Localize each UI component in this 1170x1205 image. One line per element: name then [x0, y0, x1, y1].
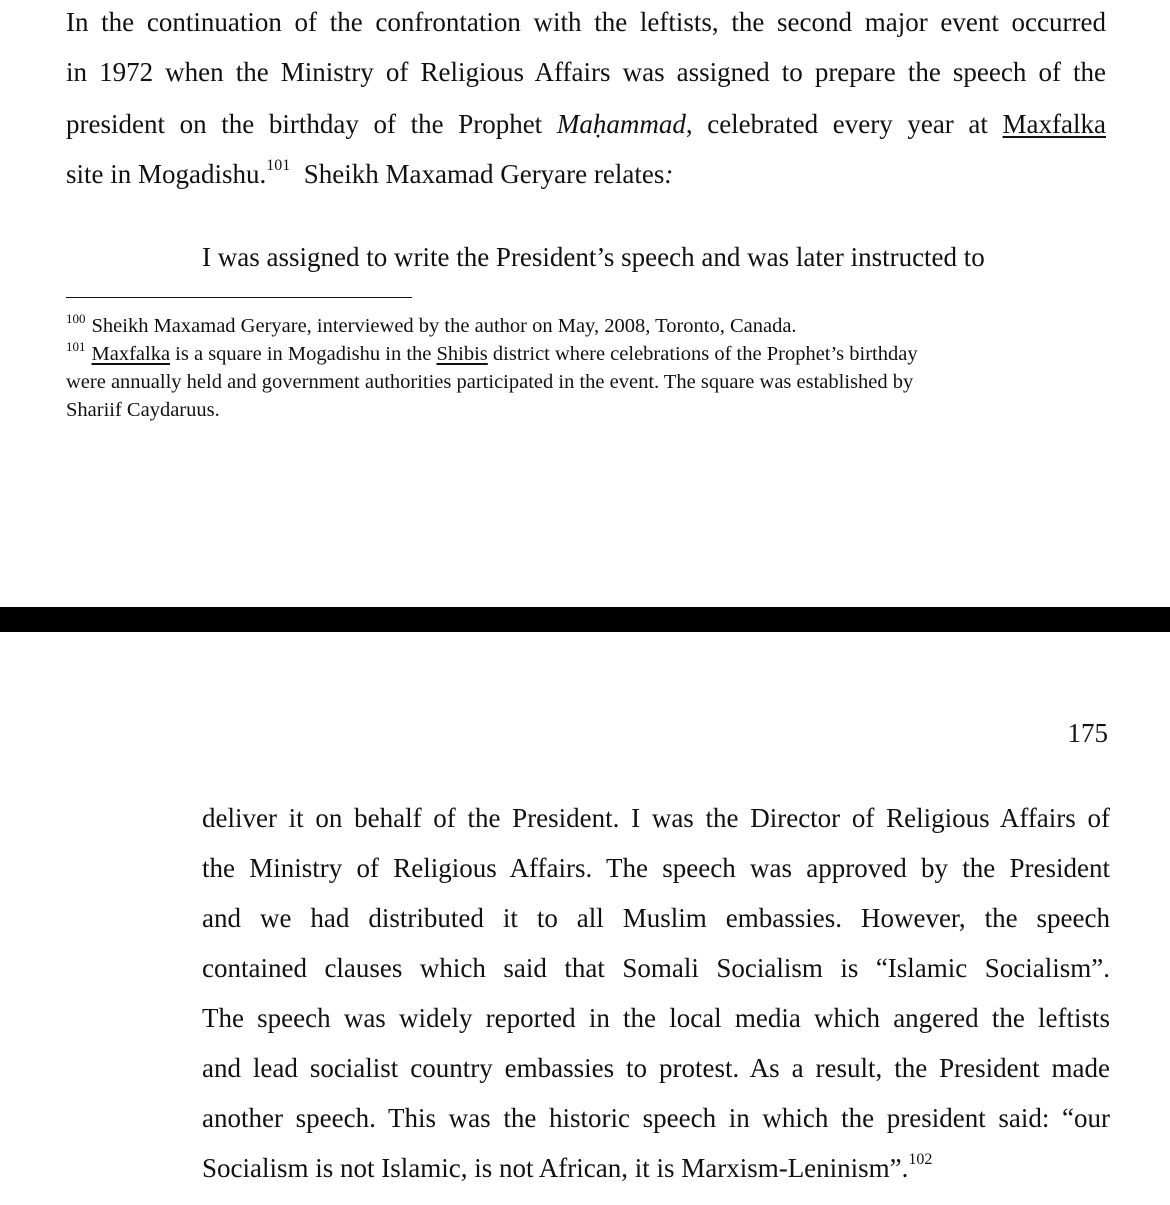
prophet-name-italic: Maḥammad — [556, 109, 686, 139]
maxfalka-link: Maxfalka — [1002, 109, 1106, 139]
colon-italic: : — [664, 159, 674, 189]
footnote-term-maxfalka: Maxfalka — [91, 343, 171, 365]
footnote-101-line2: were annually held and government authorities participated in the event. The square was established by — [66, 371, 914, 393]
footnote-text: Sheikh Maxamad Geryare, interviewed by the author on May, 2008, Toronto, Canada. — [91, 315, 797, 337]
footnote-101-line3: Shariif Caydaruus. — [66, 399, 220, 421]
block-quote-line: the Ministry of Religious Affairs. The speech was approved by the President — [202, 853, 1110, 883]
paragraph-text: Sheikh Maxamad Geryare relates — [297, 159, 665, 189]
footnote-text: is a square in Mogadishu in the — [170, 343, 437, 365]
block-quote-line: contained clauses which said that Somali Socialism is “Islamic Socialism”. — [202, 953, 1110, 983]
paragraph-line — [66, 158, 673, 195]
paragraph-text: site in Mogadishu. — [66, 159, 267, 189]
block-quote-line: I was assigned to write the President’s speech and was later instructed to — [202, 242, 985, 272]
paragraph-text: president on the birthday of the Prophet — [66, 109, 557, 139]
paragraph-line — [66, 108, 1106, 140]
block-quote-line: another speech. This was the historic speech in which the president said: “our — [202, 1103, 1110, 1133]
footnote-ref-101[interactable]: 101 — [266, 157, 291, 174]
footnote-text: district where celebrations of the Prophet’s birthday — [487, 343, 918, 365]
quote-text: Socialism is not Islamic, is not African, it is Marxism-Leninism”. — [202, 1153, 909, 1183]
footnote-separator — [66, 297, 412, 298]
paragraph-text: , celebrated every year at — [685, 109, 1003, 139]
page-number: 175 — [1067, 718, 1108, 748]
paragraph-line: In the continuation of the confrontation with the leftists, the second major event occurred — [66, 7, 1106, 37]
block-quote-line: The speech was widely reported in the local media which angered the leftists — [202, 1003, 1110, 1033]
footnote-100 — [66, 312, 1066, 342]
footnote-number: 100 — [66, 311, 86, 326]
footnote-term-shibis: Shibis — [436, 343, 488, 365]
paragraph-line: in 1972 when the Ministry of Religious Affairs was assigned to prepare the speech of the — [66, 57, 1106, 87]
footnote-number: 101 — [66, 339, 86, 354]
footnote-101 — [66, 340, 1066, 370]
footnote-ref-102[interactable]: 102 — [908, 1151, 933, 1168]
block-quote-line — [202, 1152, 932, 1189]
page-break-bar — [0, 607, 1170, 632]
block-quote-line: deliver it on behalf of the President. I was the Director of Religious Affairs of — [202, 803, 1110, 833]
block-quote-line: and lead socialist country embassies to protest. As a result, the President made — [202, 1053, 1110, 1083]
block-quote-line: and we had distributed it to all Muslim embassies. However, the speech — [202, 903, 1110, 933]
